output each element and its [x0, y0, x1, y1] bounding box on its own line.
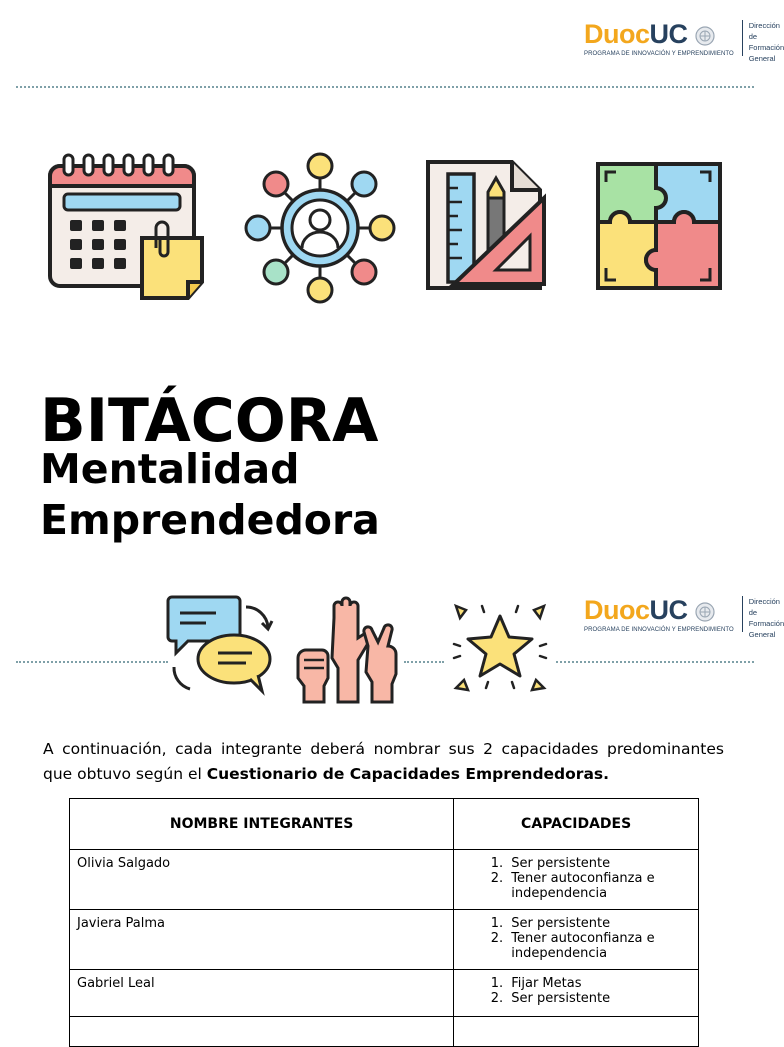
member-capacities: [454, 1017, 699, 1047]
list-item: 2. Ser persistente: [507, 991, 692, 1006]
intro-bold-text: Cuestionario de Capacidades Emprendedoras.: [206, 764, 610, 783]
department-name: Dirección de Formación General: [748, 597, 784, 639]
capacities-list: [461, 856, 692, 901]
list-item: 2. Tener autoconfianza e independencia: [507, 871, 692, 901]
design-tools-icon: [424, 158, 548, 292]
network-icon: [242, 152, 398, 306]
table-header-row: [70, 799, 699, 850]
table-row: [70, 850, 699, 910]
table-row: [70, 970, 699, 1017]
member-name: [70, 1017, 454, 1047]
member-capacities: [454, 850, 699, 910]
logo-duoc-text: Duoc: [584, 595, 650, 625]
intro-paragraph: [43, 737, 724, 786]
document-subtitle-line2: Emprendedora: [40, 496, 380, 544]
logo-uc-text: UC: [649, 19, 688, 49]
raised-hands-icon: [294, 598, 402, 704]
chat-bubbles-icon: [166, 593, 274, 693]
puzzle-icon: [594, 160, 726, 292]
list-item: 1. Ser persistente: [507, 916, 692, 931]
intro-text: A continuación, cada integrante deberá nombrar sus 2 capacidades predominantes que obtuvo según el: [43, 740, 724, 783]
header-divider: [16, 86, 754, 88]
member-name: Javiera Palma: [70, 910, 454, 970]
section-divider-middle: [404, 661, 444, 663]
member-name: Olivia Salgado: [70, 850, 454, 910]
capacities-table: [69, 798, 699, 1047]
logo-divider: [742, 596, 743, 632]
logo-tagline: PROGRAMA DE INNOVACIÓN Y EMPRENDIMIENTO: [584, 51, 734, 57]
star-icon: [450, 600, 550, 698]
member-capacities: [454, 970, 699, 1017]
list-item: 1. Fijar Metas: [507, 976, 692, 991]
list-item: 1. Ser persistente: [507, 856, 692, 871]
column-header-names: NOMBRE INTEGRANTES: [70, 799, 454, 850]
calendar-icon: [46, 152, 206, 302]
capacities-list: [461, 916, 692, 961]
list-item: 2. Tener autoconfianza e independencia: [507, 931, 692, 961]
table-row: [70, 1017, 699, 1047]
duocuc-logo-top: [584, 20, 784, 64]
logo-tagline: PROGRAMA DE INNOVACIÓN Y EMPRENDIMIENTO: [584, 627, 734, 633]
seal-icon: [695, 602, 715, 622]
section-divider-right: [556, 661, 754, 663]
capacities-list: [461, 976, 692, 1006]
member-name: Gabriel Leal: [70, 970, 454, 1017]
logo-uc-text: UC: [649, 595, 688, 625]
document-title: BITÁCORA: [40, 386, 379, 456]
member-capacities: [454, 910, 699, 970]
section-divider-left: [16, 661, 168, 663]
column-header-capacities: CAPACIDADES: [454, 799, 699, 850]
logo-duoc-text: Duoc: [584, 19, 650, 49]
duocuc-logo-section: [584, 596, 784, 640]
table-row: [70, 910, 699, 970]
document-subtitle-line1: Mentalidad: [40, 445, 300, 493]
department-name: Dirección de Formación General: [748, 21, 784, 63]
seal-icon: [695, 26, 715, 46]
logo-divider: [742, 20, 743, 56]
